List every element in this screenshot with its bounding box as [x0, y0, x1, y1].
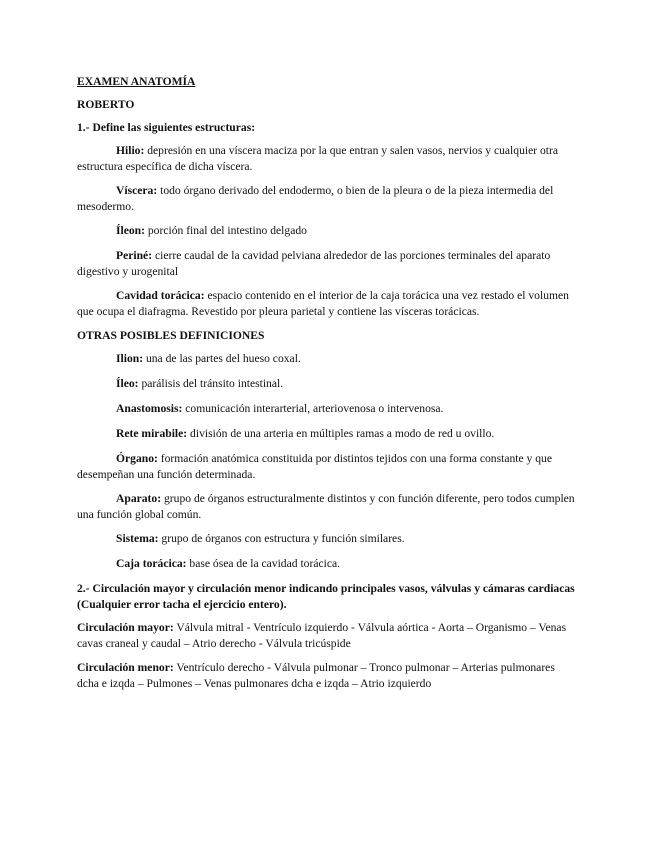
definition-text: porción final del intestino delgado: [144, 224, 307, 237]
definition-text: parálisis del tránsito intestinal.: [138, 377, 284, 390]
definition-term: Caja torácica:: [116, 557, 187, 570]
definition-term: Íleon:: [116, 224, 145, 237]
definition-term: Íleo:: [116, 377, 139, 390]
definition-perine: [77, 248, 577, 280]
definition-caja-toracica: [77, 556, 577, 572]
definition-ilion: [77, 351, 577, 367]
definition-text: una de las partes del hueso coxal.: [143, 352, 301, 365]
definition-text: todo órgano derivado del endodermo, o bien de la pleura o de la pieza intermedia del mesodermo.: [77, 184, 554, 213]
definition-term: Rete mirabile:: [116, 427, 188, 440]
question-2-heading: 2.- Circulación mayor y circulación menor indicando principales vasos, válvulas y cámaras cardiacas (Cualquier error tacha el ejercicio entero).: [77, 582, 575, 611]
circulation-term: Circulación menor:: [77, 661, 174, 674]
definition-ileon: [77, 223, 577, 239]
definition-term: Sistema:: [116, 532, 159, 545]
definition-anastomosis: [77, 401, 577, 417]
author-name: ROBERTO: [77, 98, 135, 111]
definition-aparato: [77, 491, 577, 523]
definition-text: grupo de órganos estructuralmente distintos y con función diferente, pero todos cumplen una función global común.: [77, 492, 575, 521]
definition-text: base ósea de la cavidad torácica.: [186, 557, 341, 570]
definition-ileo: [77, 376, 577, 392]
document-page: [77, 74, 577, 700]
definition-text: grupo de órganos con estructura y función similares.: [158, 532, 405, 545]
definition-text: división de una arteria en múltiples ramas a modo de red u ovillo.: [187, 427, 495, 440]
circulacion-menor: [77, 660, 577, 692]
definition-term: Cavidad torácica:: [116, 289, 205, 302]
circulation-text: Ventrículo derecho - Válvula pulmonar – Tronco pulmonar – Arterias pulmonares dcha e izqda – Pulmones – Venas pulmonares dcha e izqda – Atrio izquierdo: [77, 661, 555, 690]
exam-title: EXAMEN ANATOMÍA: [77, 75, 196, 88]
circulacion-mayor: [77, 620, 577, 652]
definition-text: comunicación interarterial, arteriovenosa o intervenosa.: [182, 402, 444, 415]
question-1-heading: 1.- Define las siguientes estructuras:: [77, 121, 256, 134]
definition-hilio: [77, 143, 577, 175]
definition-text: depresión en una víscera maciza por la que entran y salen vasos, nervios y cualquier otra estructura específica de dicha víscera.: [77, 144, 559, 173]
definition-text: formación anatómica constituida por distintos tejidos con una forma constante y que desempeñan una función determinada.: [77, 452, 552, 481]
definition-sistema: [77, 531, 577, 547]
definition-term: Ilion:: [116, 352, 144, 365]
definition-term: Periné:: [116, 249, 153, 262]
definition-term: Víscera:: [116, 184, 158, 197]
definition-organo: [77, 451, 577, 483]
definition-term: Hilio:: [116, 144, 145, 157]
definition-text: espacio contenido en el interior de la caja torácica una vez restado el volumen que ocupa el diafragma. Revestido por pleura parietal y contiene las vísceras torácicas.: [77, 289, 569, 318]
circulation-term: Circulación mayor:: [77, 621, 174, 634]
circulation-text: Válvula mitral - Ventrículo izquierdo - Válvula aórtica - Aorta – Organismo – Venas cavas craneal y caudal – Atrio derecho - Válvula tricúspide: [77, 621, 567, 650]
definition-viscera: [77, 183, 577, 215]
definition-cavidad-toracica: [77, 288, 577, 320]
definition-rete-mirabile: [77, 426, 577, 442]
definition-term: Órgano:: [116, 452, 158, 465]
definition-term: Anastomosis:: [116, 402, 183, 415]
definition-text: cierre caudal de la cavidad pelviana alrededor de las porciones terminales del aparato digestivo y urogenital: [77, 249, 551, 278]
definition-term: Aparato:: [116, 492, 162, 505]
other-definitions-heading: OTRAS POSIBLES DEFINICIONES: [77, 329, 265, 342]
